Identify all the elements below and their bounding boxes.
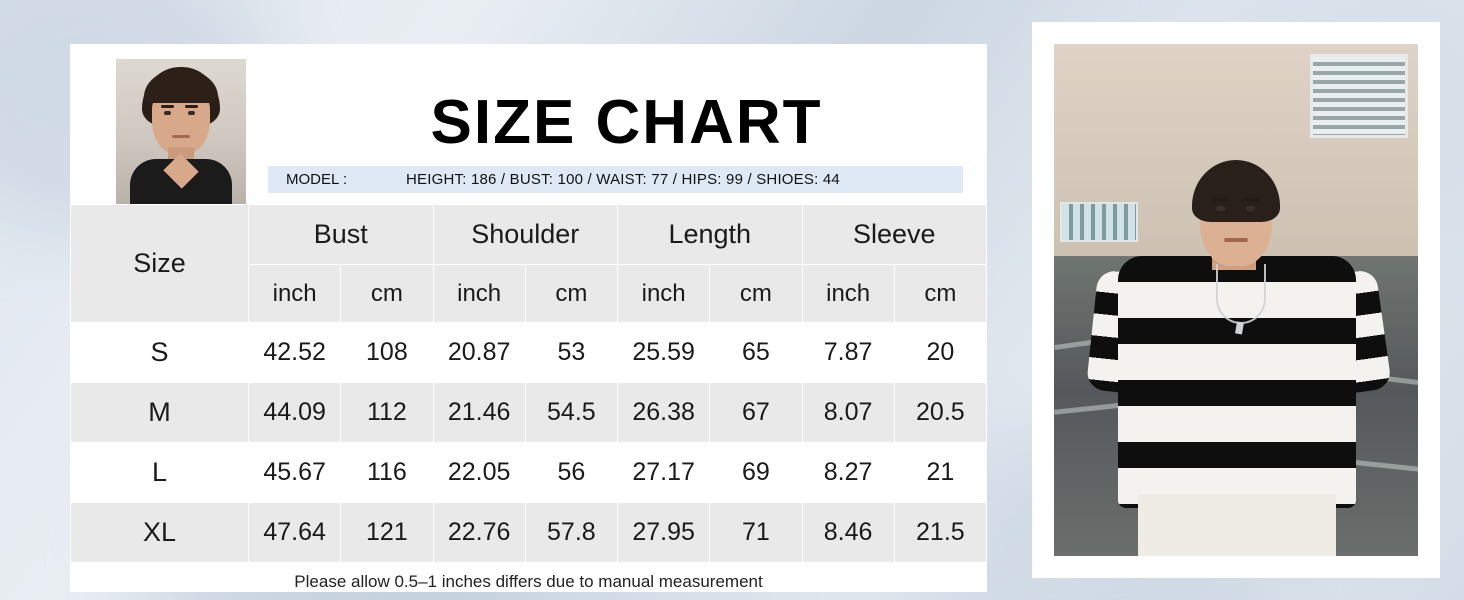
model-measurements-bar — [268, 166, 963, 193]
product-photo-card — [1032, 22, 1440, 578]
cell-shoulder-cm: 53 — [525, 323, 617, 383]
cell-sleeve-inch: 7.87 — [802, 323, 894, 383]
size-table — [70, 204, 987, 563]
row-size-label: M — [71, 383, 249, 443]
size-chart-header — [70, 44, 987, 204]
cell-shoulder-inch: 20.87 — [433, 323, 525, 383]
model-headshot-photo — [116, 59, 246, 204]
cell-sleeve-cm: 21.5 — [894, 503, 986, 563]
cell-shoulder-inch: 21.46 — [433, 383, 525, 443]
model-label: MODEL : — [286, 171, 348, 188]
header-group-shoulder: Shoulder — [433, 205, 618, 265]
cell-sleeve-cm: 20.5 — [894, 383, 986, 443]
header-group-length: Length — [618, 205, 803, 265]
cell-bust-cm: 112 — [341, 383, 433, 443]
page-title: SIZE CHART — [430, 88, 823, 157]
cell-length-inch: 25.59 — [618, 323, 710, 383]
table-row — [71, 443, 987, 503]
table-row — [71, 383, 987, 443]
cell-bust-cm: 121 — [341, 503, 433, 563]
header-size: Size — [71, 205, 249, 323]
cell-shoulder-cm: 54.5 — [525, 383, 617, 443]
row-size-label: XL — [71, 503, 249, 563]
header-group-sleeve: Sleeve — [802, 205, 987, 265]
cell-bust-cm: 108 — [341, 323, 433, 383]
row-size-label: L — [71, 443, 249, 503]
header-unit-bust-inch: inch — [249, 265, 341, 323]
cell-length-inch: 27.95 — [618, 503, 710, 563]
header-unit-sleeve-cm: cm — [894, 265, 986, 323]
header-unit-shoulder-cm: cm — [525, 265, 617, 323]
cell-length-cm: 65 — [710, 323, 802, 383]
cell-length-cm: 71 — [710, 503, 802, 563]
cell-sleeve-inch: 8.07 — [802, 383, 894, 443]
header-group-bust: Bust — [249, 205, 434, 265]
size-chart-card — [70, 44, 987, 592]
cell-sleeve-cm: 21 — [894, 443, 986, 503]
cell-length-cm: 67 — [710, 383, 802, 443]
row-size-label: S — [71, 323, 249, 383]
model-measurements-text: HEIGHT: 186 / BUST: 100 / WAIST: 77 / HIPS: 99 / SHIOES: 44 — [406, 171, 840, 188]
air-vent-icon — [1310, 54, 1408, 138]
cell-bust-inch: 42.52 — [249, 323, 341, 383]
header-unit-length-inch: inch — [618, 265, 710, 323]
header-unit-bust-cm: cm — [341, 265, 433, 323]
cell-shoulder-cm: 56 — [525, 443, 617, 503]
measurement-note: Please allow 0.5–1 inches differs due to manual measurement — [294, 572, 763, 591]
cell-length-inch: 26.38 — [618, 383, 710, 443]
cell-bust-inch: 47.64 — [249, 503, 341, 563]
cell-bust-cm: 116 — [341, 443, 433, 503]
cell-shoulder-inch: 22.05 — [433, 443, 525, 503]
cell-shoulder-cm: 57.8 — [525, 503, 617, 563]
cell-sleeve-cm: 20 — [894, 323, 986, 383]
table-row — [71, 323, 987, 383]
table-header-groups — [71, 205, 987, 265]
header-unit-sleeve-inch: inch — [802, 265, 894, 323]
cell-bust-inch: 45.67 — [249, 443, 341, 503]
table-row — [71, 503, 987, 563]
cell-sleeve-inch: 8.27 — [802, 443, 894, 503]
cell-shoulder-inch: 22.76 — [433, 503, 525, 563]
header-unit-shoulder-inch: inch — [433, 265, 525, 323]
cell-length-inch: 27.17 — [618, 443, 710, 503]
header-unit-length-cm: cm — [710, 265, 802, 323]
model-wearing-striped-polo-photo — [1054, 44, 1418, 556]
cell-bust-inch: 44.09 — [249, 383, 341, 443]
cell-sleeve-inch: 8.46 — [802, 503, 894, 563]
cell-length-cm: 69 — [710, 443, 802, 503]
